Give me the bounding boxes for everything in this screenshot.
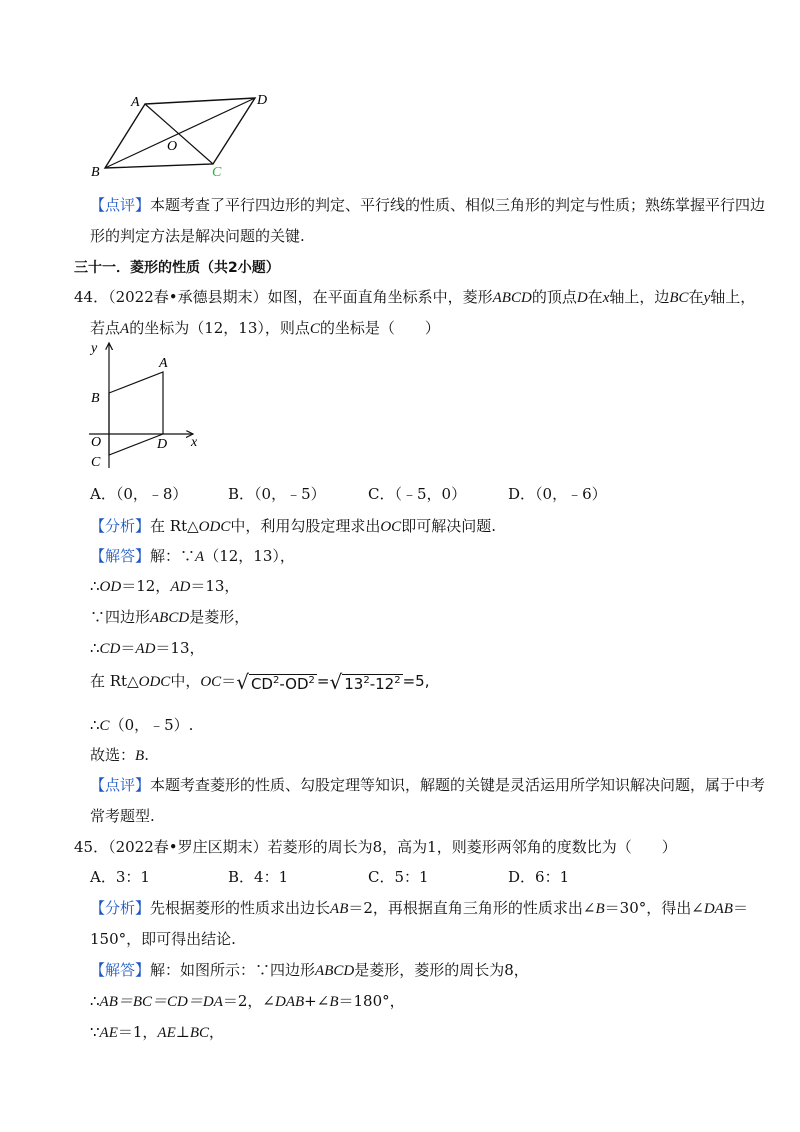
- q44-review-line-1: [90, 774, 765, 795]
- q44-text: 轴上，边: [609, 288, 670, 306]
- q45-answer-head: [90, 959, 529, 980]
- fig2-label-x: x: [191, 435, 198, 450]
- q44-answer-head: [90, 545, 295, 566]
- q45-option-a: A．3：1: [90, 868, 150, 886]
- sqrt-exp: 2: [394, 675, 401, 686]
- fig1-label-d: D: [257, 93, 268, 108]
- q45-step-2: [90, 1021, 224, 1042]
- q45-line-1: [74, 836, 677, 857]
- step-text: ＝: [221, 672, 237, 690]
- step-text: ＝180°，: [338, 992, 405, 1010]
- q44-text: 在: [688, 288, 704, 306]
- fig1-label-b: B: [91, 165, 100, 180]
- step-text: ∵四边形: [90, 608, 151, 626]
- q44-a: A: [120, 321, 130, 337]
- step-text: =: [316, 672, 330, 690]
- step-sides: AB＝BC＝CD＝DA: [99, 994, 223, 1010]
- q45-number: 45．: [74, 838, 109, 856]
- q45-text: （2022春•罗庄区期末）若菱形的周长为8，高为1，则菱形两邻角的度数比为（ ）: [108, 838, 677, 856]
- q44-analysis-oc: OC: [380, 519, 402, 535]
- q44-analysis-odc: ODC: [198, 519, 231, 535]
- step-text: ∴: [90, 577, 100, 595]
- fig1-label-o: O: [167, 139, 178, 154]
- q44-text: 若点: [90, 319, 121, 337]
- q44-analysis-text: 中，利用勾股定理求出: [230, 517, 381, 535]
- answer-text: 解：如图所示：∵四边形: [150, 961, 316, 979]
- step-text: 中，: [170, 672, 201, 690]
- answer-text: 是菱形，菱形的周长为8，: [354, 961, 529, 979]
- step-text: ＝: [120, 639, 136, 657]
- step-text: ＝13，: [190, 577, 240, 595]
- step-text: =5,: [402, 672, 430, 690]
- q44-text: 轴上，: [710, 288, 756, 306]
- step-cd: CD: [99, 641, 121, 657]
- q44-answer-a: A: [195, 549, 205, 565]
- step-text: 是菱形，: [189, 608, 250, 626]
- sqrt-term: CD: [250, 675, 273, 693]
- q44-choice: [90, 744, 149, 765]
- analysis-text: ＝: [732, 899, 748, 917]
- q44-step-3: [90, 637, 205, 658]
- step-text: ∵: [90, 1023, 100, 1041]
- step-text: （0，﹣5）.: [109, 716, 194, 734]
- review-1-line-2: 形的判定方法是解决问题的关键.: [90, 227, 305, 245]
- fig1-label-c: C: [212, 165, 222, 180]
- q44-text: 在: [587, 288, 603, 306]
- review-text: 本题考查菱形的性质、勾股定理等知识，解题的关键是灵活运用所学知识解决问题，属于中考: [150, 776, 766, 794]
- q45-analysis-line-1: [90, 897, 748, 918]
- step-abcd: ABCD: [150, 610, 190, 626]
- sqrt-exp: 2: [308, 675, 315, 686]
- q44-option-b: B．（0，﹣5）: [228, 485, 326, 503]
- step-odc: ODC: [138, 674, 171, 690]
- q44-text: 如图，在平面直角坐标系中，菱形: [267, 288, 493, 306]
- q44-text: 的坐标是（ ）: [319, 319, 440, 337]
- q44-option-c: C．（﹣5，0）: [368, 485, 467, 503]
- analysis-tag: 【分析】: [90, 899, 151, 917]
- step-dab: DAB: [275, 994, 305, 1010]
- answer-tag: 【解答】: [90, 547, 151, 565]
- q44-step-1: [90, 575, 239, 596]
- choice-text: 故选：: [90, 746, 136, 764]
- q44-step-5: [90, 714, 193, 735]
- q45-option-c: C．5：1: [368, 868, 429, 886]
- sqrt-term: -OD: [279, 675, 309, 693]
- sqrt-1: √ $CD^2-OD^2$: [236, 670, 315, 694]
- answer-tag: 【解答】: [90, 961, 151, 979]
- q44-analysis: [90, 515, 496, 536]
- q44-option-d: D．（0，﹣6）: [508, 485, 607, 503]
- q44-text: 的顶点: [531, 288, 577, 306]
- analysis-text: 先根据菱形的性质求出边长: [150, 899, 331, 917]
- q44-source: （2022春•承德县期末）: [108, 288, 268, 306]
- answer-abcd: ABCD: [315, 963, 355, 979]
- step-oc: OC: [200, 674, 222, 690]
- q44-bc: BC: [669, 290, 689, 306]
- sqrt-term: 13: [344, 675, 364, 693]
- fig2-label-b: B: [91, 391, 100, 406]
- analysis-text: ＝2，再根据直角三角形的性质求出∠: [348, 899, 596, 917]
- q44-analysis-text: 在 Rt△: [150, 517, 199, 535]
- step-text: ＝2，∠: [222, 992, 275, 1010]
- sqrt-exp: 2: [272, 675, 280, 686]
- step-text: ⊥: [175, 1023, 190, 1041]
- q44-line-2: [90, 317, 440, 338]
- sqrt-exp: 2: [363, 675, 370, 686]
- step-text: ∴: [90, 639, 100, 657]
- analysis-dab: DAB: [703, 901, 733, 917]
- q44-x: x: [602, 290, 610, 306]
- step-ae: AE: [99, 1025, 118, 1041]
- parallelogram-figure: [85, 88, 275, 183]
- step-text: ，: [209, 1023, 225, 1041]
- step-ad: AD: [170, 579, 191, 595]
- step-text: +∠: [304, 992, 330, 1010]
- review-tag: 【点评】: [90, 196, 151, 214]
- review-1-line-1: [90, 194, 765, 215]
- q44-review-line-2: 常考题型.: [90, 807, 155, 825]
- q45-option-d: D．6：1: [508, 868, 570, 886]
- fig2-label-a: A: [159, 356, 168, 371]
- step-text: 在 Rt△: [90, 672, 139, 690]
- fig2-label-y: y: [91, 341, 98, 356]
- step-text: ∴: [90, 992, 100, 1010]
- analysis-text: ＝30°，得出∠: [604, 899, 704, 917]
- q45-analysis-line-2: 150°，即可得出结论.: [90, 930, 236, 948]
- q44-answer-text: 解：∵: [150, 547, 196, 565]
- q44-coordinate-figure: [85, 338, 210, 473]
- q44-answer-text: （12，13），: [204, 547, 295, 565]
- step-ad: AD: [135, 641, 156, 657]
- choice-text: .: [144, 746, 149, 764]
- choice-b: B: [135, 748, 145, 764]
- q44-step-4: [90, 670, 429, 694]
- step-ae: AE: [157, 1025, 176, 1041]
- step-text: ＝13，: [155, 639, 205, 657]
- q44-analysis-text: 即可解决问题.: [401, 517, 496, 535]
- q44-line-1: [74, 286, 755, 307]
- step-b: B: [329, 994, 339, 1010]
- q44-abcd: ABCD: [492, 290, 532, 306]
- analysis-tag: 【分析】: [90, 517, 151, 535]
- step-text: ＝12，: [121, 577, 171, 595]
- step-od: OD: [99, 579, 122, 595]
- q45-option-b: B．4：1: [228, 868, 289, 886]
- fig2-label-o: O: [91, 435, 102, 450]
- sqrt-2: √ $13^2-12^2$: [329, 670, 401, 694]
- q44-text: 的坐标为（12，13），则点: [129, 319, 310, 337]
- fig1-label-a: A: [131, 95, 140, 110]
- q45-step-1: [90, 990, 405, 1011]
- q44-d: D: [576, 290, 588, 306]
- step-bc: BC: [189, 1025, 210, 1041]
- q44-step-2: [90, 606, 249, 627]
- step-text: ＝1，: [117, 1023, 158, 1041]
- q44-option-a: A．（0，﹣8）: [90, 485, 188, 503]
- analysis-b: B: [595, 901, 605, 917]
- review-tag: 【点评】: [90, 776, 151, 794]
- sqrt-term: -12: [369, 675, 395, 693]
- review-1-text-1: 本题考查了平行四边形的判定、平行线的性质、相似三角形的判定与性质；熟练掌握平行四边: [150, 196, 766, 214]
- fig2-label-c: C: [91, 455, 101, 470]
- step-text: ∴: [90, 716, 100, 734]
- q44-c: C: [309, 321, 320, 337]
- q44-number: 44．: [74, 288, 109, 306]
- q44-y: y: [703, 290, 711, 306]
- section-title: 三十一．菱形的性质（共2小题）: [74, 260, 280, 276]
- step-c: C: [99, 718, 110, 734]
- analysis-ab: AB: [330, 901, 349, 917]
- fig2-label-d: D: [157, 437, 168, 452]
